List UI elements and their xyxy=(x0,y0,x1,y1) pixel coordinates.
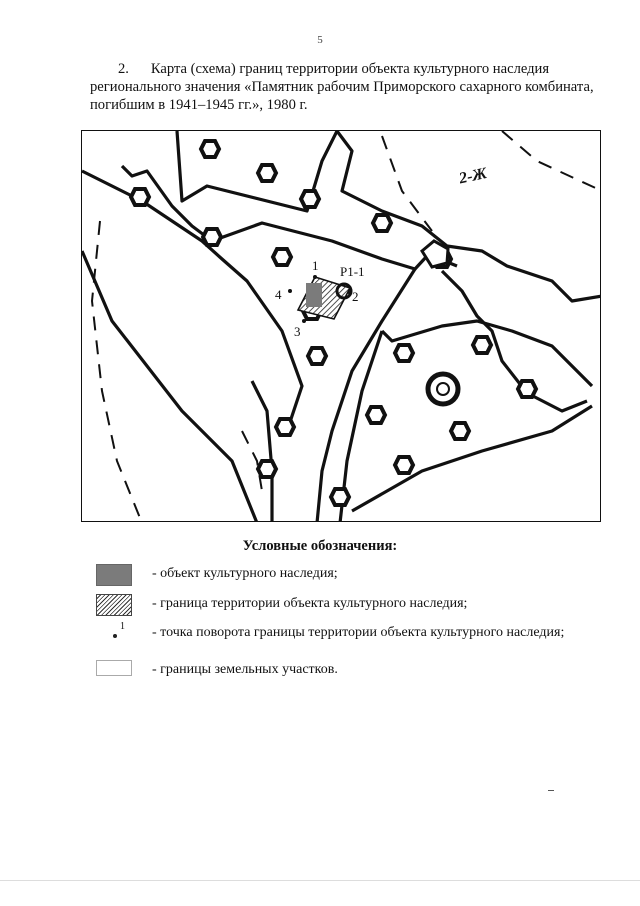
turn-point-3 xyxy=(302,319,306,323)
legend-title: Условные обозначения: xyxy=(242,538,398,554)
object-swatch xyxy=(96,564,132,586)
heading-number: 2. xyxy=(118,61,129,77)
heading-line-1: Карта (схема) границ территории объекта культурного наследия xyxy=(150,61,550,77)
heading-line-3: погибшим в 1941–1945 гг.», 1980 г. xyxy=(90,97,308,113)
zone-label: Р1-1 xyxy=(340,264,365,279)
parcel-left-edge xyxy=(82,251,257,522)
document-heading xyxy=(90,60,598,114)
legend-text: - точка поворота границы территории объекта культурного наследия; xyxy=(152,625,565,640)
turn-point-swatch xyxy=(96,623,132,645)
heading-line-2: регионального значения «Памятник рабочим Приморского сахарного комбината, xyxy=(90,79,594,95)
legend-text: - границы земельных участков. xyxy=(152,662,338,677)
page-edge xyxy=(0,880,640,881)
parcel-inner-line xyxy=(252,381,272,522)
legend-text: - граница территории объекта культурного наследия; xyxy=(152,596,468,611)
turn-point-1 xyxy=(313,275,317,279)
parcel-east-block-bottom xyxy=(352,406,592,511)
parcel-left-curve xyxy=(82,171,302,431)
page-number: 5 xyxy=(317,34,323,46)
heritage-territory-boundary xyxy=(288,275,352,323)
legend-text: - объект культурного наследия; xyxy=(152,566,338,581)
map-drawing xyxy=(82,131,601,522)
point-dot-icon xyxy=(113,634,117,638)
point-4-label: 4 xyxy=(275,287,282,302)
boundary-map xyxy=(81,130,601,522)
point-2-label: 2 xyxy=(352,289,359,304)
point-3-label: 3 xyxy=(294,324,301,339)
fountain-symbol xyxy=(428,374,458,404)
turn-point-4 xyxy=(288,289,292,293)
point-marker-label: 1 xyxy=(120,621,125,632)
point-1-label: 1 xyxy=(312,258,319,273)
building-code-label: 2-Ж xyxy=(457,164,489,188)
parcel-swatch xyxy=(96,660,132,676)
parcel-boundaries xyxy=(82,131,601,522)
heritage-object xyxy=(306,283,322,307)
territory-hatch-swatch xyxy=(96,594,132,616)
scan-mark xyxy=(548,790,554,791)
